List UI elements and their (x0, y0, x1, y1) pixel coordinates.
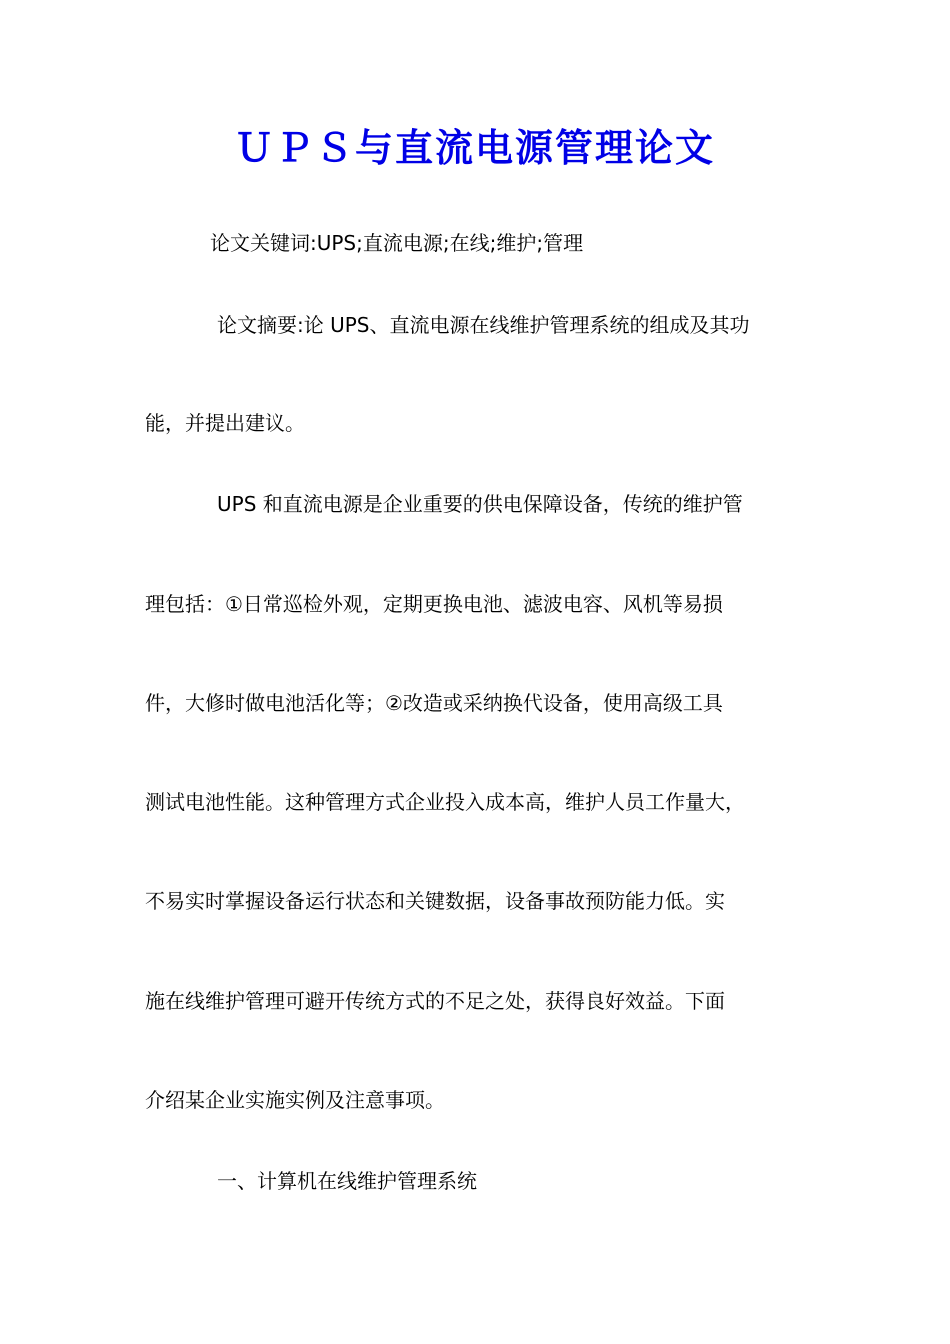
body-line-3: 件，大修时做电池活化等；②改造或采纳换代设备，使用高级工具 (145, 691, 723, 715)
abstract-line-1: 论文摘要:论 UPS、直流电源在线维护管理系统的组成及其功 (217, 313, 750, 337)
body-line-6: 施在线维护管理可避开传统方式的不足之处，获得良好效益。下面 (145, 989, 725, 1013)
body-line-4: 测试电池性能。这种管理方式企业投入成本高，维护人员工作量大， (145, 790, 745, 814)
abstract-line-2: 能，并提出建议。 (145, 411, 305, 435)
keywords-line: 论文关键词:UPS;直流电源;在线;维护;管理 (210, 231, 584, 255)
section-heading: 一、计算机在线维护管理系统 (217, 1169, 477, 1193)
body-line-7: 介绍某企业实施实例及注意事项。 (145, 1088, 445, 1112)
body-line-1: UPS 和直流电源是企业重要的供电保障设备，传统的维护管 (217, 492, 743, 516)
body-line-2: 理包括：①日常巡检外观，定期更换电池、滤波电容、风机等易损 (145, 592, 723, 616)
body-line-5: 不易实时掌握设备运行状态和关键数据，设备事故预防能力低。实 (145, 889, 725, 913)
document-title: ＵＰＳ与直流电源管理论文 (234, 126, 715, 170)
